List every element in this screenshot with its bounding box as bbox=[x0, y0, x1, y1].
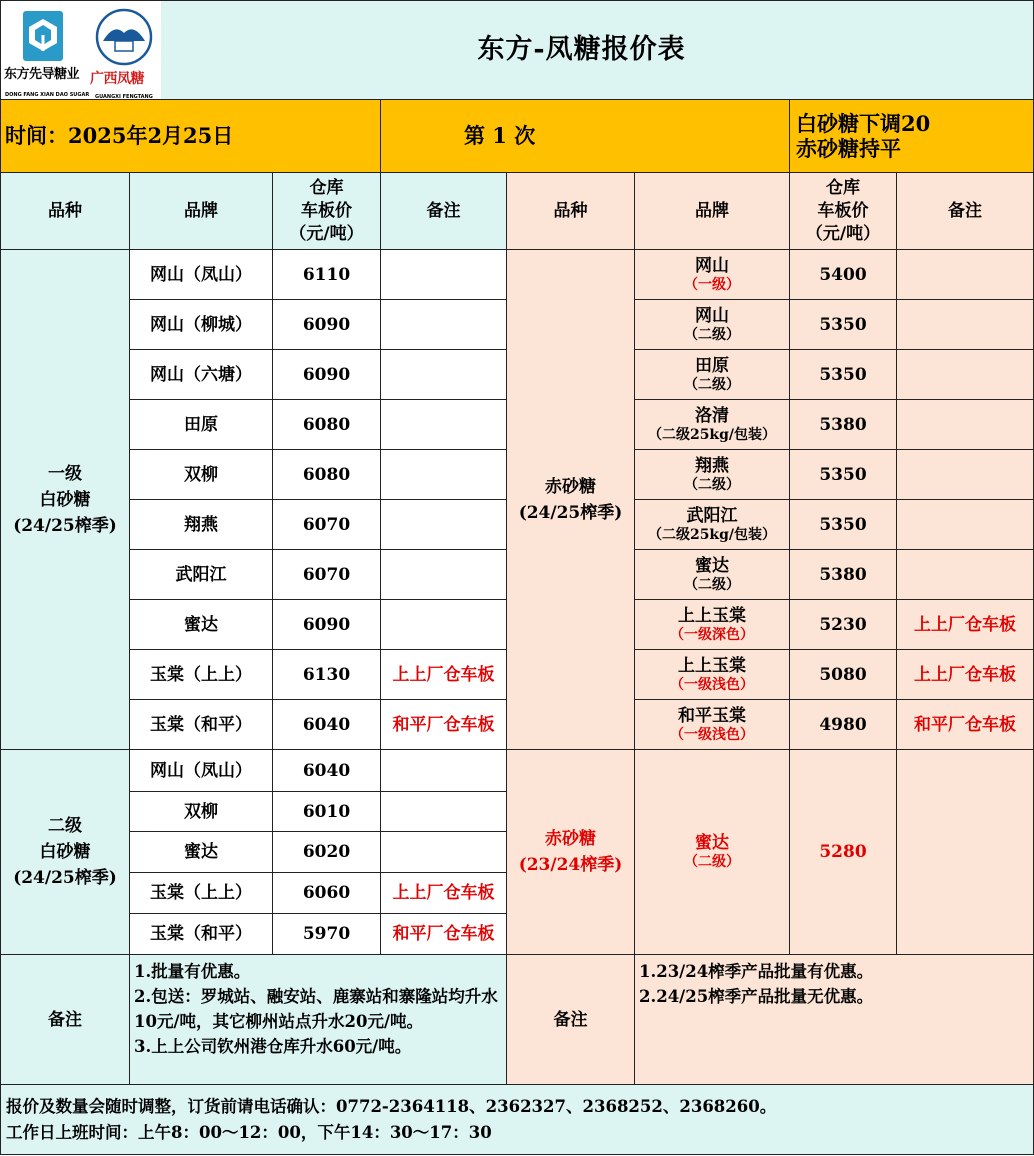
brown-brand-cell bbox=[635, 650, 790, 700]
price-cell: 6080 bbox=[273, 400, 381, 450]
brand-name: 翔燕 bbox=[695, 455, 729, 476]
variety-white-grade2 bbox=[1, 750, 130, 955]
change-brown: 赤砂糖持平 bbox=[796, 136, 901, 161]
header-price-l3: （元/吨） bbox=[289, 223, 364, 244]
header-note-white: 备注 bbox=[381, 173, 507, 250]
remarks-label-brown: 备注 bbox=[507, 955, 635, 1085]
brand-name: 蜜达 bbox=[695, 833, 729, 853]
header-price-white bbox=[273, 173, 381, 250]
brand-name: 上上玉棠 bbox=[678, 605, 746, 626]
note-cell bbox=[381, 400, 507, 450]
header-price-l1: 仓库 bbox=[826, 177, 860, 198]
price-cell: 6090 bbox=[273, 600, 381, 650]
note-cell bbox=[381, 250, 507, 300]
brand-cell: 蜜达 bbox=[130, 832, 273, 873]
brand-name: 田原 bbox=[695, 355, 729, 376]
brand-cell: 蜜达 bbox=[130, 600, 273, 650]
brown-brand-cell bbox=[635, 400, 790, 450]
note-cell bbox=[381, 832, 507, 873]
brand-name: 武阳江 bbox=[686, 505, 738, 526]
brand-grade: （二级） bbox=[684, 326, 740, 343]
price-cell: 6020 bbox=[273, 832, 381, 873]
header-variety-brown: 品种 bbox=[507, 173, 635, 250]
brand-grade: （二级） bbox=[684, 476, 740, 493]
variety-line: (24/25榨季) bbox=[13, 515, 117, 536]
variety-brown-2324 bbox=[507, 750, 635, 955]
page-title: 东方-凤糖报价表 bbox=[130, 1, 1034, 100]
variety-line: 赤砂糖 bbox=[545, 476, 596, 497]
note-cell: 和平厂仓车板 bbox=[381, 914, 507, 955]
brand-grade: （二级25kg/包装） bbox=[647, 426, 777, 443]
remark-line: 3.上上公司钦州港仓库升水60元/吨。 bbox=[134, 1037, 412, 1056]
price-cell: 5970 bbox=[273, 914, 381, 955]
header-brand-white: 品牌 bbox=[130, 173, 273, 250]
price-cell: 5400 bbox=[790, 250, 897, 300]
brown-brand-cell bbox=[635, 500, 790, 550]
brand-name: 网山 bbox=[695, 255, 729, 276]
brand-grade: （二级） bbox=[684, 576, 740, 593]
price-cell: 6110 bbox=[273, 250, 381, 300]
variety-line: (24/25榨季) bbox=[518, 502, 623, 523]
brand-grade: （二级25kg/包装） bbox=[647, 526, 777, 543]
variety-brown-2425 bbox=[507, 250, 635, 750]
brand-cell: 双柳 bbox=[130, 792, 273, 832]
brown-brand-cell bbox=[635, 450, 790, 500]
brand-cell: 武阳江 bbox=[130, 550, 273, 600]
brown-brand-cell bbox=[635, 550, 790, 600]
price-cell: 5080 bbox=[790, 650, 897, 700]
brand-cell: 网山（柳城） bbox=[130, 300, 273, 350]
header-price-l3: （元/吨） bbox=[805, 223, 881, 244]
variety-line: (23/24榨季) bbox=[518, 855, 623, 875]
brown-brand-cell bbox=[635, 700, 790, 750]
logo-right-name: 广西凤糖 bbox=[90, 71, 144, 87]
price-cell: 6130 bbox=[273, 650, 381, 700]
remark-line: 2.24/25榨季产品批量无优惠。 bbox=[639, 987, 874, 1006]
brand-grade: （二级） bbox=[684, 376, 740, 393]
note-cell: 和平厂仓车板 bbox=[381, 700, 507, 750]
brand-grade: （一级深色） bbox=[670, 626, 754, 643]
price-cell: 4980 bbox=[790, 700, 897, 750]
brand-name: 洛清 bbox=[695, 405, 729, 426]
note-cell: 上上厂仓车板 bbox=[897, 600, 1034, 650]
brown-brand-cell bbox=[635, 600, 790, 650]
variety-line: 白砂糖 bbox=[39, 842, 91, 862]
price-change-note bbox=[790, 100, 1034, 173]
brand-name: 上上玉棠 bbox=[678, 655, 746, 676]
brown-brand-cell bbox=[635, 250, 790, 300]
hours-line: 工作日上班时间：上午8：00～12：00，下午14：30～17：30 bbox=[6, 1122, 492, 1142]
price-cell: 5350 bbox=[790, 300, 897, 350]
brown-brand-cell bbox=[635, 750, 790, 955]
remark-line: 1.批量有优惠。 bbox=[134, 962, 251, 981]
header-price-l2: 车板价 bbox=[817, 200, 869, 221]
price-cell: 5380 bbox=[790, 400, 897, 450]
brand-cell: 玉棠（上上） bbox=[130, 650, 273, 700]
remarks-white bbox=[130, 955, 507, 1085]
note-cell bbox=[381, 750, 507, 792]
header-price-l1: 仓库 bbox=[309, 177, 344, 198]
footer bbox=[1, 1085, 1034, 1155]
brand-cell: 网山（六塘） bbox=[130, 350, 273, 400]
brown-brand-cell bbox=[635, 300, 790, 350]
note-cell bbox=[897, 500, 1034, 550]
price-cell: 6070 bbox=[273, 500, 381, 550]
brand-cell: 玉棠（上上） bbox=[130, 873, 273, 914]
variety-line: 二级 bbox=[48, 816, 82, 836]
price-cell: 6070 bbox=[273, 550, 381, 600]
remarks-row bbox=[1, 955, 1034, 1085]
brand-cell: 翔燕 bbox=[130, 500, 273, 550]
price-cell: 5280 bbox=[790, 750, 897, 955]
remarks-label-white: 备注 bbox=[1, 955, 130, 1085]
note-cell bbox=[381, 300, 507, 350]
remark-line: 1.23/24榨季产品批量有优惠。 bbox=[639, 962, 874, 981]
brand-cell: 玉棠（和平） bbox=[130, 700, 273, 750]
footer-row bbox=[1, 1085, 1034, 1155]
contact-line: 报价及数量会随时调整，订货前请电话确认：0772-2364118、2362327、2368252、2368260。 bbox=[6, 1096, 777, 1116]
note-cell bbox=[897, 550, 1034, 600]
note-cell bbox=[897, 750, 1034, 955]
header-variety-white: 品种 bbox=[1, 173, 130, 250]
note-cell bbox=[381, 550, 507, 600]
price-cell: 5350 bbox=[790, 450, 897, 500]
note-cell bbox=[897, 450, 1034, 500]
price-cell: 6040 bbox=[273, 750, 381, 792]
note-cell: 上上厂仓车板 bbox=[381, 873, 507, 914]
remarks-brown bbox=[635, 955, 1034, 1085]
note-cell bbox=[381, 500, 507, 550]
price-cell: 6090 bbox=[273, 350, 381, 400]
remark-line: 2.包送：罗城站、融安站、鹿寨站和寨隆站均升水10元/吨，其它柳州站点升水20元/吨。 bbox=[134, 987, 498, 1031]
note-cell: 上上厂仓车板 bbox=[381, 650, 507, 700]
price-cell: 6080 bbox=[273, 450, 381, 500]
note-cell bbox=[381, 450, 507, 500]
price-cell: 6090 bbox=[273, 300, 381, 350]
logo-cell bbox=[1, 1, 153, 100]
brand-grade: （一级浅色） bbox=[670, 676, 754, 693]
price-cell: 6040 bbox=[273, 700, 381, 750]
variety-line: 赤砂糖 bbox=[545, 829, 596, 849]
price-cell: 5380 bbox=[790, 550, 897, 600]
quote-date: 时间：2025年2月25日 bbox=[1, 100, 381, 173]
quote-round: 第 1 次 bbox=[381, 100, 790, 173]
price-cell: 5350 bbox=[790, 350, 897, 400]
logos bbox=[1, 1, 161, 99]
price-cell: 6010 bbox=[273, 792, 381, 832]
note-cell bbox=[381, 600, 507, 650]
note-cell bbox=[381, 350, 507, 400]
variety-line: 白砂糖 bbox=[39, 489, 91, 510]
brand-cell: 玉棠（和平） bbox=[130, 914, 273, 955]
table-row bbox=[1, 750, 1034, 792]
price-cell: 5230 bbox=[790, 600, 897, 650]
variety-line: (24/25榨季) bbox=[13, 868, 117, 888]
price-cell: 5350 bbox=[790, 500, 897, 550]
brand-name: 蜜达 bbox=[695, 555, 729, 576]
variety-line: 一级 bbox=[48, 463, 82, 484]
note-cell: 上上厂仓车板 bbox=[897, 650, 1034, 700]
brand-name: 网山 bbox=[695, 305, 729, 326]
brand-grade: （一级浅色） bbox=[670, 726, 754, 743]
header-brand-brown: 品牌 bbox=[635, 173, 790, 250]
brand-cell: 网山（凤山） bbox=[130, 250, 273, 300]
brown-brand-cell bbox=[635, 350, 790, 400]
table-row bbox=[1, 250, 1034, 300]
note-cell bbox=[897, 350, 1034, 400]
logo-left-name: 东方先导糖业 bbox=[4, 67, 80, 82]
logo-right-en: GUANGXI FENGTANG bbox=[95, 94, 153, 100]
brand-cell: 网山（凤山） bbox=[130, 750, 273, 792]
logo-left-en: DONG FANG XIAN DAO SUGAR bbox=[5, 92, 90, 98]
brand-grade: （一级） bbox=[684, 276, 740, 293]
brand-grade: （二级） bbox=[684, 854, 740, 870]
note-cell bbox=[897, 400, 1034, 450]
brand-cell: 双柳 bbox=[130, 450, 273, 500]
header-price-brown bbox=[790, 173, 897, 250]
brand-name: 和平玉棠 bbox=[678, 705, 746, 726]
header-note-brown: 备注 bbox=[897, 173, 1034, 250]
variety-white-grade1 bbox=[1, 250, 130, 750]
note-cell bbox=[381, 792, 507, 832]
header-price-l2: 车板价 bbox=[301, 200, 352, 221]
note-cell: 和平厂仓车板 bbox=[897, 700, 1034, 750]
note-cell bbox=[897, 250, 1034, 300]
change-white: 白砂糖下调20 bbox=[796, 111, 931, 136]
price-cell: 6060 bbox=[273, 873, 381, 914]
brand-cell: 田原 bbox=[130, 400, 273, 450]
note-cell bbox=[897, 300, 1034, 350]
